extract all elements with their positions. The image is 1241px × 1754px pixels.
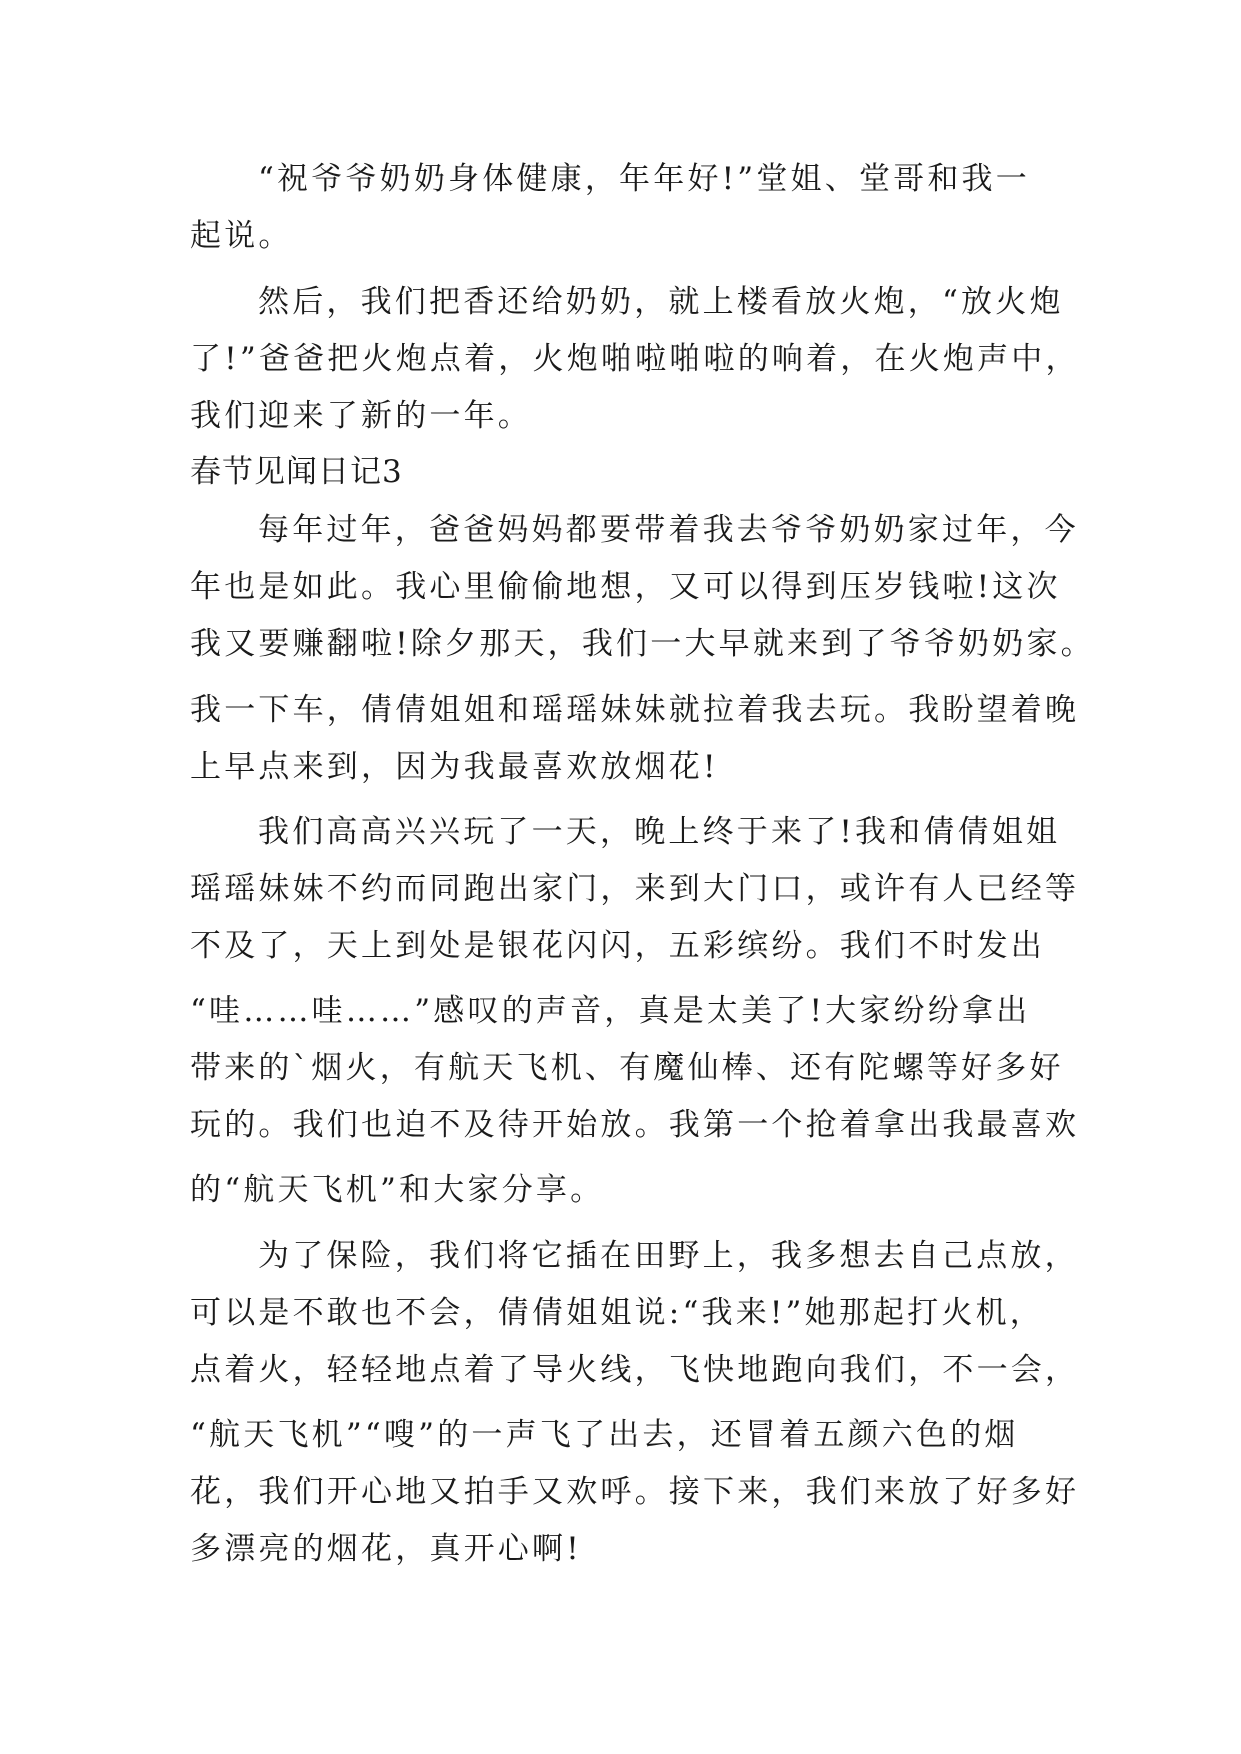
paragraph-line: 花，我们开心地又拍手又欢呼。接下来，我们来放了好多好 [190,1474,1080,1510]
paragraph-line: 上早点来到，因为我最喜欢放烟花! [190,749,719,785]
paragraph-line: 了!”爸爸把火炮点着，火炮啪啦啪啦的响着，在火炮声中， [190,341,1080,377]
paragraph-line: 我们迎来了新的一年。 [190,398,532,434]
paragraph-line: 每年过年，爸爸妈妈都要带着我去爷爷奶奶家过年，今 [258,512,1079,548]
paragraph-line: 带来的`烟火，有航天飞机、有魔仙棒、还有陀螺等好多好 [190,1050,1064,1086]
paragraph-line: 瑶瑶妹妹不约而同跑出家门，来到大门口，或许有人已经等 [190,871,1080,907]
paragraph-line: 为了保险，我们将它插在田野上，我多想去自己点放， [258,1238,1079,1274]
paragraph-line: “祝爷爷奶奶身体健康，年年好!”堂姐、堂哥和我一 [258,161,1030,197]
paragraph-line: 年也是如此。我心里偷偷地想，又可以得到压岁钱啦!这次 [190,569,1061,605]
paragraph-line: 我一下车，倩倩姐姐和瑶瑶妹妹就拉着我去玩。我盼望着晚 [190,692,1080,728]
section-heading: 春节见闻日记3 [190,454,403,490]
paragraph-line: 的“航天飞机”和大家分享。 [190,1172,605,1208]
paragraph-line: 点着火，轻轻地点着了导火线，飞快地跑向我们，不一会， [190,1352,1080,1388]
paragraph-line: 然后，我们把香还给奶奶，就上楼看放火炮，“放火炮 [258,284,1064,320]
paragraph-line: 我们高高兴兴玩了一天，晚上终于来了!我和倩倩姐姐 [258,814,1061,850]
paragraph-line: 我又要赚翻啦!除夕那天，我们一大早就来到了爷爷奶奶家。 [190,626,1095,662]
paragraph-line: 起说。 [190,218,293,254]
paragraph-line: 不及了，天上到处是银花闪闪，五彩缤纷。我们不时发出 [190,928,1045,964]
paragraph-line: 可以是不敢也不会，倩倩姐姐说:“我来!”她那起打火机， [190,1295,1044,1331]
paragraph-line: “哇……哇……”感叹的声音，真是太美了!大家纷纷拿出 [190,993,1031,1029]
paragraph-line: 玩的。我们也迫不及待开始放。我第一个抢着拿出我最喜欢 [190,1107,1080,1143]
paragraph-line: “航天飞机”“嗖”的一声飞了出去，还冒着五颜六色的烟 [190,1417,1019,1453]
paragraph-line: 多漂亮的烟花，真开心啊! [190,1531,582,1567]
